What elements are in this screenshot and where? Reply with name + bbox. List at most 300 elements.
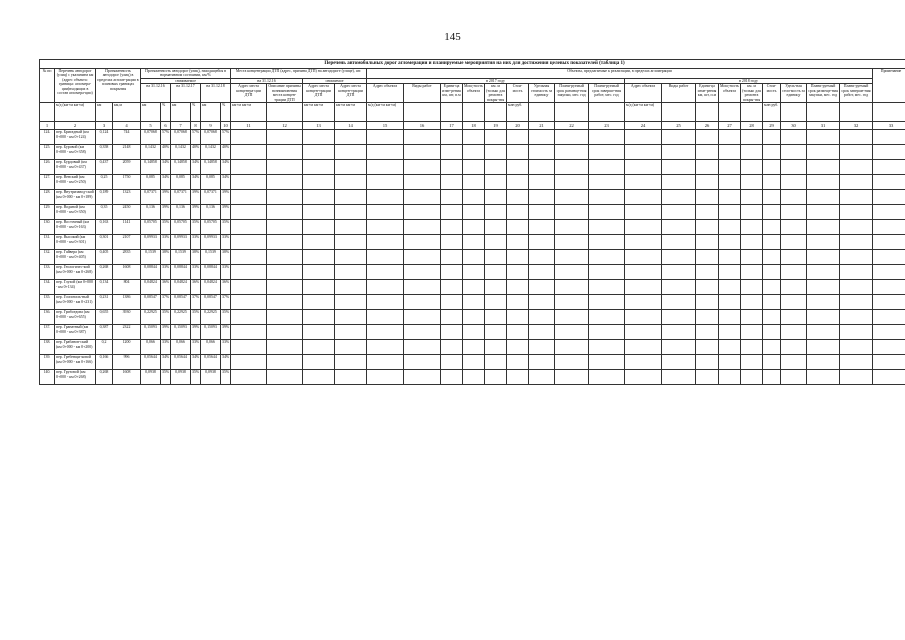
value-cell: 34% <box>191 160 201 175</box>
empty-cell <box>840 250 873 265</box>
empty-cell <box>763 175 781 190</box>
empty-cell <box>267 205 303 220</box>
value-cell: 0,22925 <box>141 310 161 325</box>
header-road-length: Протяженность автодорог (улиц) в пределах агломе-рации в плановых границах покрытия <box>96 69 141 103</box>
empty-cell <box>696 175 719 190</box>
empty-cell <box>781 295 807 310</box>
empty-cell <box>267 235 303 250</box>
column-number: 30 <box>781 122 807 130</box>
empty-cell <box>781 265 807 280</box>
unit-cell: км <box>141 103 161 122</box>
empty-cell <box>485 190 507 205</box>
empty-cell <box>807 325 840 340</box>
empty-cell <box>625 220 662 235</box>
empty-cell <box>781 280 807 295</box>
unit-cell: млн руб. <box>763 103 781 122</box>
header-normative: Протяженность автодорог (улиц), находящейся в нормативном состоянии, км/% <box>141 69 231 79</box>
empty-cell <box>662 355 696 370</box>
value-cell: 0,0938 <box>141 370 161 385</box>
empty-cell <box>367 160 404 175</box>
empty-cell <box>719 235 741 250</box>
empty-cell <box>529 235 555 250</box>
empty-cell <box>507 145 529 160</box>
empty-cell <box>741 370 763 385</box>
empty-cell <box>367 325 404 340</box>
header-acc-2016: на 31.12.16 <box>231 78 303 83</box>
value-cell: 38% <box>221 250 231 265</box>
column-number: 2 <box>55 122 96 130</box>
empty-cell <box>267 370 303 385</box>
value-cell: 0,04824 <box>171 280 191 295</box>
empty-cell <box>873 130 905 145</box>
value-cell: 0,1432 <box>141 145 161 160</box>
empty-cell <box>589 370 625 385</box>
value-cell: 0,07068 <box>171 130 191 145</box>
value-cell: 39% <box>161 325 171 340</box>
road-name-cell: пер. Гайвера (км 0+000 - км 0+405) <box>55 250 96 265</box>
unit-cell: км+м км+м <box>335 103 367 122</box>
value-cell: 40% <box>191 145 201 160</box>
column-number: 7 <box>171 122 191 130</box>
table-row <box>40 175 905 190</box>
value-cell: 1323 <box>113 190 141 205</box>
empty-cell <box>589 250 625 265</box>
unit-cell: км <box>171 103 191 122</box>
empty-cell <box>404 205 441 220</box>
empty-cell <box>367 265 404 280</box>
empty-cell <box>873 250 905 265</box>
value-cell: 35% <box>161 370 171 385</box>
header-acc-address: Адрес места концентра-ции ДТП <box>231 84 267 103</box>
empty-cell <box>485 235 507 250</box>
empty-cell <box>529 250 555 265</box>
empty-cell <box>485 265 507 280</box>
empty-cell <box>529 145 555 160</box>
empty-cell <box>840 235 873 250</box>
empty-cell <box>662 160 696 175</box>
empty-cell <box>763 190 781 205</box>
unit-cell <box>529 103 555 122</box>
value-cell: 0,04824 <box>141 280 161 295</box>
empty-cell <box>696 190 719 205</box>
header-km-repair-2018: км. м (только для ремонта покры-тия <box>742 84 761 102</box>
empty-cell <box>507 310 529 325</box>
empty-cell <box>625 355 662 370</box>
empty-cell <box>231 280 267 295</box>
column-number: 14 <box>335 122 367 130</box>
table-body <box>40 130 905 385</box>
column-number: 1 <box>40 122 55 130</box>
empty-cell <box>662 205 696 220</box>
column-number: 10 <box>221 122 231 130</box>
empty-cell <box>763 325 781 340</box>
empty-cell <box>441 340 463 355</box>
empty-cell <box>404 175 441 190</box>
unit-cell: км <box>201 103 221 122</box>
road-name-cell: пер. Венский (км 0+000 - км 0+250) <box>55 175 96 190</box>
column-number: 13 <box>303 122 335 130</box>
empty-cell <box>873 370 905 385</box>
empty-cell <box>463 340 485 355</box>
empty-cell <box>507 235 529 250</box>
value-cell: 0,0938 <box>201 370 221 385</box>
column-number: 24 <box>625 122 662 130</box>
header-work-type-2018: Виды работ <box>662 84 696 103</box>
header-norm-2017: на 31.12.17 <box>171 84 201 103</box>
empty-cell <box>696 355 719 370</box>
empty-cell <box>441 220 463 235</box>
empty-cell <box>555 355 589 370</box>
empty-cell <box>507 160 529 175</box>
empty-cell <box>807 295 840 310</box>
empty-cell <box>696 220 719 235</box>
empty-cell <box>404 310 441 325</box>
value-cell: 0,066 <box>171 340 191 355</box>
value-cell: 0,085 <box>201 175 221 190</box>
empty-cell <box>404 340 441 355</box>
value-cell: 0,25 <box>96 175 113 190</box>
value-cell: 39% <box>221 190 231 205</box>
column-number: 27 <box>719 122 741 130</box>
empty-cell <box>404 235 441 250</box>
value-cell: 2107 <box>113 235 141 250</box>
empty-cell <box>781 340 807 355</box>
empty-cell <box>404 265 441 280</box>
empty-cell <box>367 175 404 190</box>
empty-cell <box>335 220 367 235</box>
value-cell: 0,268 <box>96 265 113 280</box>
value-cell: 40% <box>221 145 231 160</box>
empty-cell <box>485 280 507 295</box>
value-cell: 0,655 <box>96 310 113 325</box>
empty-cell <box>662 190 696 205</box>
empty-cell <box>873 190 905 205</box>
empty-cell <box>807 190 840 205</box>
empty-cell <box>696 145 719 160</box>
value-cell: 0,1432 <box>201 145 221 160</box>
empty-cell <box>463 280 485 295</box>
empty-cell <box>507 325 529 340</box>
table-row <box>40 250 905 265</box>
unit-cell: млн руб. <box>507 103 529 122</box>
row-number: 131. <box>40 235 55 250</box>
value-cell: 33% <box>161 340 171 355</box>
empty-cell <box>404 250 441 265</box>
unit-cell: % <box>221 103 231 122</box>
empty-cell <box>485 250 507 265</box>
value-cell: 1608 <box>113 370 141 385</box>
empty-cell <box>303 130 335 145</box>
empty-cell <box>529 280 555 295</box>
empty-cell <box>625 310 662 325</box>
value-cell: 34% <box>221 175 231 190</box>
value-cell: 39% <box>221 325 231 340</box>
header-acc-places-2017: Адрес места концен-трации ДТП <box>303 84 335 103</box>
empty-cell <box>485 325 507 340</box>
column-number: 25 <box>662 122 696 130</box>
value-cell: 0,134 <box>96 280 113 295</box>
empty-cell <box>741 235 763 250</box>
empty-cell <box>625 250 662 265</box>
unit-cell <box>441 103 463 122</box>
table-row <box>40 310 905 325</box>
header-acc-places-2018: Адрес места концен-трации ДТП <box>335 84 367 103</box>
header-obj-address: Адрес объекта <box>367 84 404 103</box>
unit-cell: км+м км+м <box>303 103 335 122</box>
empty-cell <box>696 160 719 175</box>
empty-cell <box>404 280 441 295</box>
empty-cell <box>589 130 625 145</box>
empty-cell <box>463 370 485 385</box>
empty-cell <box>555 250 589 265</box>
empty-cell <box>625 160 662 175</box>
empty-cell <box>507 280 529 295</box>
road-name-cell: пер. Гребенщи-ковой (км 0+000 - км 0+166) <box>55 355 96 370</box>
empty-cell <box>840 355 873 370</box>
value-cell: 33% <box>191 340 201 355</box>
value-cell: 0,14858 <box>171 160 191 175</box>
empty-cell <box>267 190 303 205</box>
empty-cell <box>335 280 367 295</box>
empty-cell <box>781 355 807 370</box>
value-cell: 37% <box>221 295 231 310</box>
header-unit-cost-2018: Удель-ная стои-мость за единицу <box>781 84 807 103</box>
value-cell: 35% <box>221 310 231 325</box>
empty-cell <box>873 145 905 160</box>
unit-cell <box>485 103 507 122</box>
empty-cell <box>303 280 335 295</box>
empty-cell <box>441 175 463 190</box>
empty-cell <box>781 250 807 265</box>
column-number: 15 <box>367 122 404 130</box>
value-cell: 1200 <box>113 340 141 355</box>
empty-cell <box>840 190 873 205</box>
road-name-cell: пер. Грабанов-ский (км 0+000 - км 0+200) <box>55 340 96 355</box>
empty-cell <box>367 295 404 310</box>
empty-cell <box>485 370 507 385</box>
empty-cell <box>507 295 529 310</box>
value-cell: 2835 <box>113 250 141 265</box>
header-accidents: Места концентрации ДТП (адрес, причина ДТП) на автодороге (улице), шт. <box>231 69 367 79</box>
empty-cell <box>231 220 267 235</box>
row-number: 137. <box>40 325 55 340</box>
empty-cell <box>463 160 485 175</box>
unit-cell: км <box>96 103 113 122</box>
value-cell: 37% <box>191 295 201 310</box>
value-cell: 33% <box>221 340 231 355</box>
empty-cell <box>231 205 267 220</box>
value-cell: 0,05705 <box>141 220 161 235</box>
value-cell: 35% <box>191 220 201 235</box>
empty-cell <box>231 235 267 250</box>
empty-cell <box>404 325 441 340</box>
column-number: 23 <box>589 122 625 130</box>
empty-cell <box>662 175 696 190</box>
empty-cell <box>873 265 905 280</box>
empty-cell <box>696 295 719 310</box>
empty-cell <box>267 175 303 190</box>
empty-cell <box>267 325 303 340</box>
unit-cell <box>741 103 763 122</box>
row-number: 125. <box>40 145 55 160</box>
empty-cell <box>303 220 335 235</box>
column-number: 18 <box>463 122 485 130</box>
empty-cell <box>231 160 267 175</box>
value-cell: 0,136 <box>171 205 191 220</box>
empty-cell <box>696 250 719 265</box>
empty-cell <box>807 235 840 250</box>
empty-cell <box>625 370 662 385</box>
empty-cell <box>441 265 463 280</box>
column-number: 11 <box>231 122 267 130</box>
value-cell: 744 <box>113 130 141 145</box>
empty-cell <box>529 130 555 145</box>
value-cell: 0,08547 <box>141 295 161 310</box>
empty-cell <box>529 295 555 310</box>
empty-cell <box>441 130 463 145</box>
empty-cell <box>507 370 529 385</box>
value-cell: 996 <box>113 355 141 370</box>
column-number: 22 <box>555 122 589 130</box>
value-cell: 1141 <box>113 220 141 235</box>
empty-cell <box>303 310 335 325</box>
column-number: 19 <box>485 122 507 130</box>
empty-cell <box>507 175 529 190</box>
empty-cell <box>719 370 741 385</box>
empty-cell <box>719 280 741 295</box>
unit-cell <box>463 103 485 122</box>
empty-cell <box>507 250 529 265</box>
empty-cell <box>441 235 463 250</box>
table-row <box>40 220 905 235</box>
empty-cell <box>267 145 303 160</box>
value-cell: 0,14858 <box>141 160 161 175</box>
value-cell: 0,08547 <box>201 295 221 310</box>
empty-cell <box>781 145 807 160</box>
empty-cell <box>719 265 741 280</box>
empty-cell <box>741 130 763 145</box>
empty-cell <box>781 175 807 190</box>
empty-cell <box>781 235 807 250</box>
road-name-cell: пер. Геологичес-кий (км 0+000 - км 0+268) <box>55 265 96 280</box>
value-cell: 0,08844 <box>201 265 221 280</box>
empty-cell <box>335 145 367 160</box>
empty-cell <box>529 220 555 235</box>
empty-cell <box>840 220 873 235</box>
value-cell: 1608 <box>113 265 141 280</box>
empty-cell <box>555 280 589 295</box>
row-number: 139. <box>40 355 55 370</box>
row-number: 134. <box>40 280 55 295</box>
empty-cell <box>485 355 507 370</box>
value-cell: 36% <box>161 280 171 295</box>
empty-cell <box>719 190 741 205</box>
empty-cell <box>555 235 589 250</box>
row-number: 138. <box>40 340 55 355</box>
table-row <box>40 280 905 295</box>
empty-cell <box>719 205 741 220</box>
empty-cell <box>231 325 267 340</box>
empty-cell <box>662 220 696 235</box>
empty-cell <box>873 175 905 190</box>
unit-cell <box>40 103 55 122</box>
empty-cell <box>719 355 741 370</box>
row-number: 130. <box>40 220 55 235</box>
empty-cell <box>485 220 507 235</box>
empty-cell <box>589 280 625 295</box>
empty-cell <box>367 280 404 295</box>
header-unit-meas: Едини-ца изме-рения км, шт, п.м <box>441 84 463 103</box>
empty-cell <box>367 310 404 325</box>
value-cell: 39% <box>161 190 171 205</box>
value-cell: 0,136 <box>201 205 221 220</box>
value-cell: 39% <box>221 205 231 220</box>
empty-cell <box>507 130 529 145</box>
empty-cell <box>303 370 335 385</box>
empty-cell <box>441 370 463 385</box>
header-acc-current: снимаемое <box>303 78 367 83</box>
table-title: Перечень автомобильных дорог агломерации и планируемые мероприятия на них для достижения целевых показателей (таблица 1) <box>40 60 905 69</box>
column-number: 33 <box>873 122 905 130</box>
road-name-cell: пер. Буровой (км 0+000 - км 0+358) <box>55 145 96 160</box>
empty-cell <box>719 175 741 190</box>
empty-cell <box>781 310 807 325</box>
empty-cell <box>463 190 485 205</box>
empty-cell <box>529 310 555 325</box>
empty-cell <box>589 160 625 175</box>
empty-cell <box>662 295 696 310</box>
value-cell: 37% <box>161 295 171 310</box>
empty-cell <box>696 205 719 220</box>
empty-cell <box>441 310 463 325</box>
value-cell: 35% <box>161 220 171 235</box>
empty-cell <box>840 340 873 355</box>
row-number: 124. <box>40 130 55 145</box>
empty-cell <box>589 355 625 370</box>
column-number: 6 <box>161 122 171 130</box>
empty-cell <box>529 190 555 205</box>
row-number: 136. <box>40 310 55 325</box>
empty-cell <box>807 220 840 235</box>
header-power-2018: Мощ-ность объекта <box>719 84 741 103</box>
empty-cell <box>625 205 662 220</box>
value-cell: 0,22925 <box>171 310 191 325</box>
empty-cell <box>367 130 404 145</box>
value-cell: 0,1539 <box>201 250 221 265</box>
value-cell: 33% <box>161 235 171 250</box>
empty-cell <box>873 280 905 295</box>
table-row <box>40 235 905 250</box>
empty-cell <box>441 190 463 205</box>
empty-cell <box>589 205 625 220</box>
empty-cell <box>719 295 741 310</box>
empty-cell <box>763 340 781 355</box>
empty-cell <box>840 370 873 385</box>
empty-cell <box>303 265 335 280</box>
empty-cell <box>231 340 267 355</box>
road-name-cell: пер. Гранатный (км 0+000 - км 0+387) <box>55 325 96 340</box>
table-row <box>40 295 905 310</box>
value-cell: 35% <box>221 370 231 385</box>
value-cell: 0,136 <box>141 205 161 220</box>
empty-cell <box>529 370 555 385</box>
unit-cell <box>807 103 840 122</box>
value-cell: 0,2 <box>96 340 113 355</box>
value-cell: 2450 <box>113 205 141 220</box>
value-cell: 38% <box>161 250 171 265</box>
empty-cell <box>529 160 555 175</box>
value-cell: 0,05644 <box>171 355 191 370</box>
